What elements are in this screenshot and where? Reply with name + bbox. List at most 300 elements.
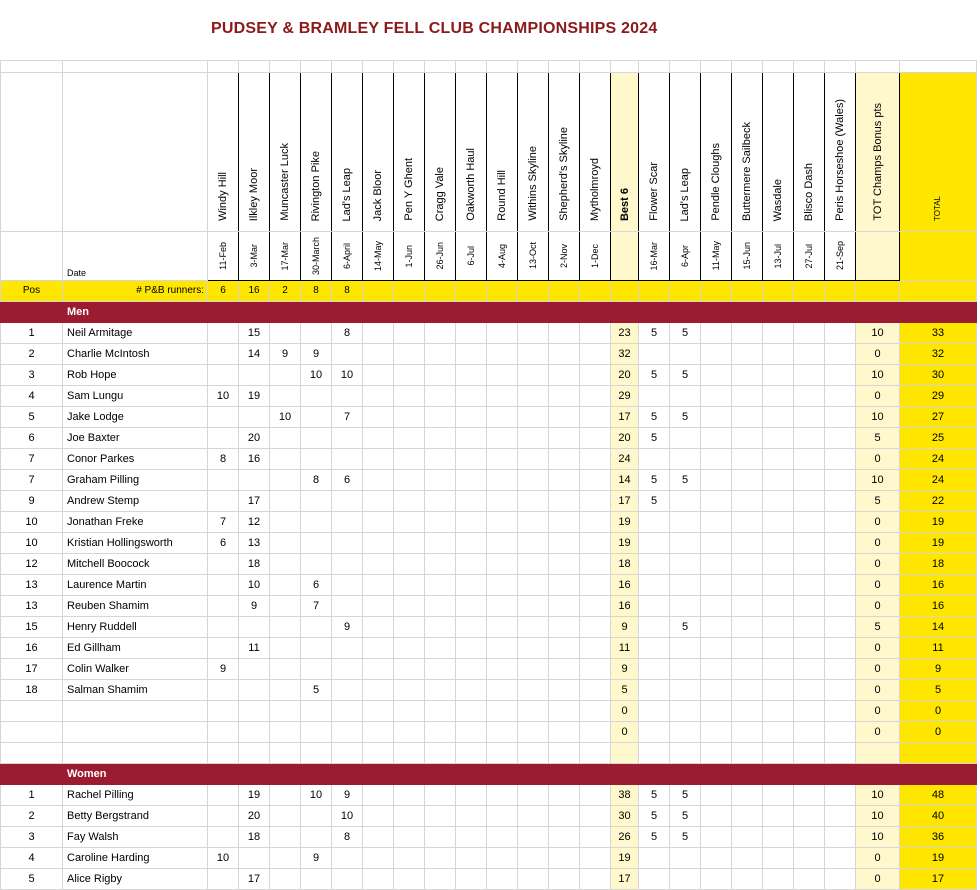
score-cell [670,638,701,659]
race-name-wrap [549,73,579,231]
score-cell [301,323,332,344]
runner-name: Salman Shamim [63,680,208,701]
score-cell [270,428,301,449]
score-cell [363,365,394,386]
section-cell [518,764,549,785]
score-cell: 0 [856,575,900,596]
score-cell [763,680,794,701]
score-cell [518,344,549,365]
score-cell: 5 [670,827,701,848]
race-date: 11-May [711,241,721,271]
score-cell [580,638,611,659]
race-date-cell [518,232,549,281]
score-cell [549,344,580,365]
total-cell: 19 [900,533,977,554]
table-row [1,344,977,365]
section-cell [670,764,701,785]
score-cell [301,407,332,428]
score-cell [794,533,825,554]
score-cell [332,449,363,470]
spacer-cell [900,743,977,764]
score-cell [763,344,794,365]
race-date: 11-Feb [218,242,228,270]
score-cell [487,869,518,890]
spacer-cell [794,743,825,764]
score-cell: 32 [611,344,639,365]
score-cell: 16 [611,575,639,596]
score-cell: 18 [611,554,639,575]
score-cell [394,701,425,722]
total-cell: 29 [900,386,977,407]
runners-row [1,281,977,302]
score-cell [487,470,518,491]
score-cell [270,848,301,869]
score-cell [394,680,425,701]
runners-total-cell [900,281,977,302]
race-name-header [363,73,394,232]
score-cell [270,512,301,533]
total-cell: 5 [900,680,977,701]
score-cell [825,323,856,344]
race-date-wrap [332,232,362,280]
score-cell [518,554,549,575]
score-cell [239,722,270,743]
score-cell [732,617,763,638]
score-cell [794,638,825,659]
score-cell [208,722,239,743]
score-cell: 19 [611,848,639,869]
score-cell: 9 [332,785,363,806]
score-cell [425,323,456,344]
score-cell: 5 [301,680,332,701]
score-cell [363,848,394,869]
spacer-cell [701,61,732,73]
position-cell: 9 [1,491,63,512]
position-cell [1,722,63,743]
score-cell: 10 [856,827,900,848]
race-name: Oakworth Haul [465,148,477,221]
score-cell [363,575,394,596]
score-cell [456,638,487,659]
score-cell: 23 [611,323,639,344]
race-date-cell [208,232,239,281]
race-name: Cragg Vale [434,166,446,221]
score-cell [239,701,270,722]
race-date: 1-Dec [590,243,600,268]
score-cell [487,659,518,680]
race-name: Peris Horseshoe (Wales) [834,99,846,221]
runners-count [611,281,639,302]
race-date-cell [670,232,701,281]
score-cell [580,806,611,827]
score-cell [487,449,518,470]
section-cell [456,302,487,323]
score-cell [549,491,580,512]
score-cell [518,827,549,848]
spacer-cell [825,61,856,73]
score-cell [794,680,825,701]
score-cell [518,617,549,638]
spacer-cell [425,743,456,764]
race-date-wrap [301,232,331,280]
race-date-wrap [487,232,517,280]
score-cell [825,470,856,491]
table-row [1,365,977,386]
race-date-wrap [518,232,548,280]
race-date-wrap [825,232,855,280]
score-cell [639,449,670,470]
section-cell [487,302,518,323]
spacer-cell [456,61,487,73]
race-name-wrap [332,73,362,231]
race-name: Lad's Leap [341,167,353,221]
score-cell: 24 [611,449,639,470]
section-cell [549,764,580,785]
score-cell [239,365,270,386]
section-cell [825,764,856,785]
score-cell [425,617,456,638]
score-cell: 0 [856,701,900,722]
score-cell: 0 [856,848,900,869]
score-cell [456,680,487,701]
race-name-wrap [425,73,455,231]
score-cell: 5 [856,428,900,449]
total-cell: 18 [900,554,977,575]
table-row [1,869,977,890]
race-date-wrap [701,232,731,280]
score-cell [270,617,301,638]
table-row [1,722,977,743]
race-date: 27-Jul [804,243,814,269]
score-cell [825,827,856,848]
position-cell: 5 [1,869,63,890]
score-cell [363,533,394,554]
score-cell [549,470,580,491]
race-name: Jack Bloor [372,169,384,221]
score-cell [394,848,425,869]
score-cell [394,386,425,407]
date-label-cell [63,232,208,281]
score-cell [208,596,239,617]
score-cell [763,512,794,533]
score-cell [670,596,701,617]
score-cell [363,869,394,890]
spacer-cell [611,61,639,73]
race-date-cell [856,232,900,281]
position-cell: 5 [1,407,63,428]
section-cell [270,302,301,323]
score-cell: 16 [611,596,639,617]
race-date-cell [425,232,456,281]
spacer-cell [763,61,794,73]
score-cell: 11 [239,638,270,659]
score-cell [701,470,732,491]
score-cell [332,659,363,680]
race-date-wrap [639,232,669,280]
spacer-cell [549,743,580,764]
score-cell [794,449,825,470]
score-cell [301,806,332,827]
score-cell [670,848,701,869]
score-cell [456,470,487,491]
race-name-wrap [363,73,393,231]
score-cell: 5 [670,407,701,428]
score-cell [580,869,611,890]
spacer-cell [639,61,670,73]
race-name: Best 6 [618,187,631,221]
score-cell [363,407,394,428]
score-cell [518,386,549,407]
total-cell: 0 [900,722,977,743]
section-cell [732,764,763,785]
score-cell [549,701,580,722]
section-cell [239,302,270,323]
score-cell [580,848,611,869]
score-cell [270,680,301,701]
score-cell [487,386,518,407]
race-name-header [794,73,825,232]
score-cell [549,533,580,554]
score-cell [825,806,856,827]
score-cell [208,344,239,365]
score-cell [701,449,732,470]
total-cell: 24 [900,470,977,491]
score-cell: 30 [611,806,639,827]
score-cell: 29 [611,386,639,407]
score-cell [456,407,487,428]
score-cell: 5 [856,491,900,512]
score-cell [580,470,611,491]
score-cell [580,659,611,680]
race-date-cell [701,232,732,281]
race-name-header [611,73,639,232]
score-cell [301,449,332,470]
spacer-cell [518,743,549,764]
score-cell [363,512,394,533]
score-cell [363,344,394,365]
score-cell [270,785,301,806]
score-cell [332,428,363,449]
score-cell: 5 [611,680,639,701]
section-cell [794,764,825,785]
score-cell [425,512,456,533]
score-cell: 9 [239,596,270,617]
score-cell [701,386,732,407]
runners-count [580,281,611,302]
spacer-cell [732,743,763,764]
score-cell [701,869,732,890]
score-cell: 16 [239,449,270,470]
score-cell [394,659,425,680]
score-cell [701,575,732,596]
score-cell [732,575,763,596]
score-cell: 10 [208,848,239,869]
runner-name: Colin Walker [63,659,208,680]
score-cell [549,617,580,638]
race-name: Shepherd's Skyline [558,127,570,221]
score-cell [518,659,549,680]
score-cell [487,491,518,512]
score-cell [270,323,301,344]
score-cell [794,806,825,827]
score-cell [701,659,732,680]
runner-name [63,722,208,743]
score-cell: 0 [856,659,900,680]
score-cell [732,491,763,512]
score-cell [332,491,363,512]
position-cell: 1 [1,323,63,344]
pos-header: Pos [1,281,63,302]
score-cell [763,596,794,617]
race-name: Rivington Pike [310,150,322,221]
score-cell [394,806,425,827]
position-cell: 16 [1,638,63,659]
score-cell [208,575,239,596]
score-cell [639,512,670,533]
total-cell: 0 [900,701,977,722]
score-cell [670,659,701,680]
race-name: Ilkley Moor [248,167,260,221]
score-cell [332,512,363,533]
runner-name: Alice Rigby [63,869,208,890]
spacer-cell [332,61,363,73]
score-cell [732,596,763,617]
race-name-header [301,73,332,232]
runners-count [425,281,456,302]
section-title: Men [63,302,208,323]
race-date-wrap [549,232,579,280]
spacer-cell [363,61,394,73]
score-cell [301,428,332,449]
score-cell [794,575,825,596]
section-cell [763,302,794,323]
spacer-cell [208,743,239,764]
runners-count [856,281,900,302]
score-cell [639,659,670,680]
score-cell [763,785,794,806]
section-cell [518,302,549,323]
score-cell [518,428,549,449]
score-cell [670,554,701,575]
score-cell: 10 [270,407,301,428]
score-cell [425,470,456,491]
race-name: Lad's Leap [679,167,691,221]
score-cell [394,533,425,554]
spacer-cell [394,61,425,73]
score-cell [763,575,794,596]
score-cell [763,638,794,659]
score-cell: 14 [611,470,639,491]
score-cell [394,428,425,449]
score-cell [270,491,301,512]
total-cell: 9 [900,659,977,680]
score-cell [549,323,580,344]
position-cell: 3 [1,827,63,848]
score-cell [487,533,518,554]
race-date-wrap [580,232,610,280]
spacer-cell [270,743,301,764]
spacer-cell [549,61,580,73]
position-cell: 17 [1,659,63,680]
race-date-cell [611,232,639,281]
score-cell: 10 [208,386,239,407]
total-cell: 19 [900,512,977,533]
score-cell [518,596,549,617]
score-cell [425,848,456,869]
score-cell [701,596,732,617]
score-cell [670,491,701,512]
score-cell: 8 [332,323,363,344]
score-cell [332,344,363,365]
score-cell [701,365,732,386]
score-cell [794,701,825,722]
runner-name [63,701,208,722]
score-cell [794,827,825,848]
score-cell [394,449,425,470]
section-cell [794,302,825,323]
score-cell [487,638,518,659]
score-cell [332,701,363,722]
score-cell [701,827,732,848]
spacer-cell [394,743,425,764]
table-row [1,701,977,722]
score-cell [549,659,580,680]
score-cell [639,701,670,722]
race-name-wrap [208,73,238,231]
score-cell [701,407,732,428]
score-cell [394,470,425,491]
spacer-cell [63,743,208,764]
runners-count [701,281,732,302]
race-name: Mytholmroyd [589,158,601,221]
score-cell: 5 [670,365,701,386]
score-cell [825,407,856,428]
race-name-header [270,73,301,232]
spacer-cell [856,61,900,73]
race-date: 21-Sep [835,241,845,271]
score-cell [425,638,456,659]
race-name-wrap [394,73,424,231]
section-title: Women [63,764,208,785]
spacer-cell [456,743,487,764]
score-cell: 9 [332,617,363,638]
score-cell: 10 [856,806,900,827]
score-cell [270,449,301,470]
runner-name: Ed Gillham [63,638,208,659]
score-cell [639,344,670,365]
score-cell [701,323,732,344]
score-cell [332,596,363,617]
score-cell [208,365,239,386]
race-name-wrap [732,73,762,231]
table-row [1,659,977,680]
score-cell [363,806,394,827]
score-cell [208,827,239,848]
race-date: 15-Jun [742,242,752,270]
score-cell [363,470,394,491]
score-cell: 5 [639,470,670,491]
runner-name: Henry Ruddell [63,617,208,638]
position-cell: 18 [1,680,63,701]
race-date-wrap [856,232,899,280]
score-cell [825,512,856,533]
runner-name: Rob Hope [63,365,208,386]
spacer-cell [639,743,670,764]
score-cell [456,386,487,407]
race-date-wrap [611,232,638,280]
race-date-cell [580,232,611,281]
score-cell [701,680,732,701]
